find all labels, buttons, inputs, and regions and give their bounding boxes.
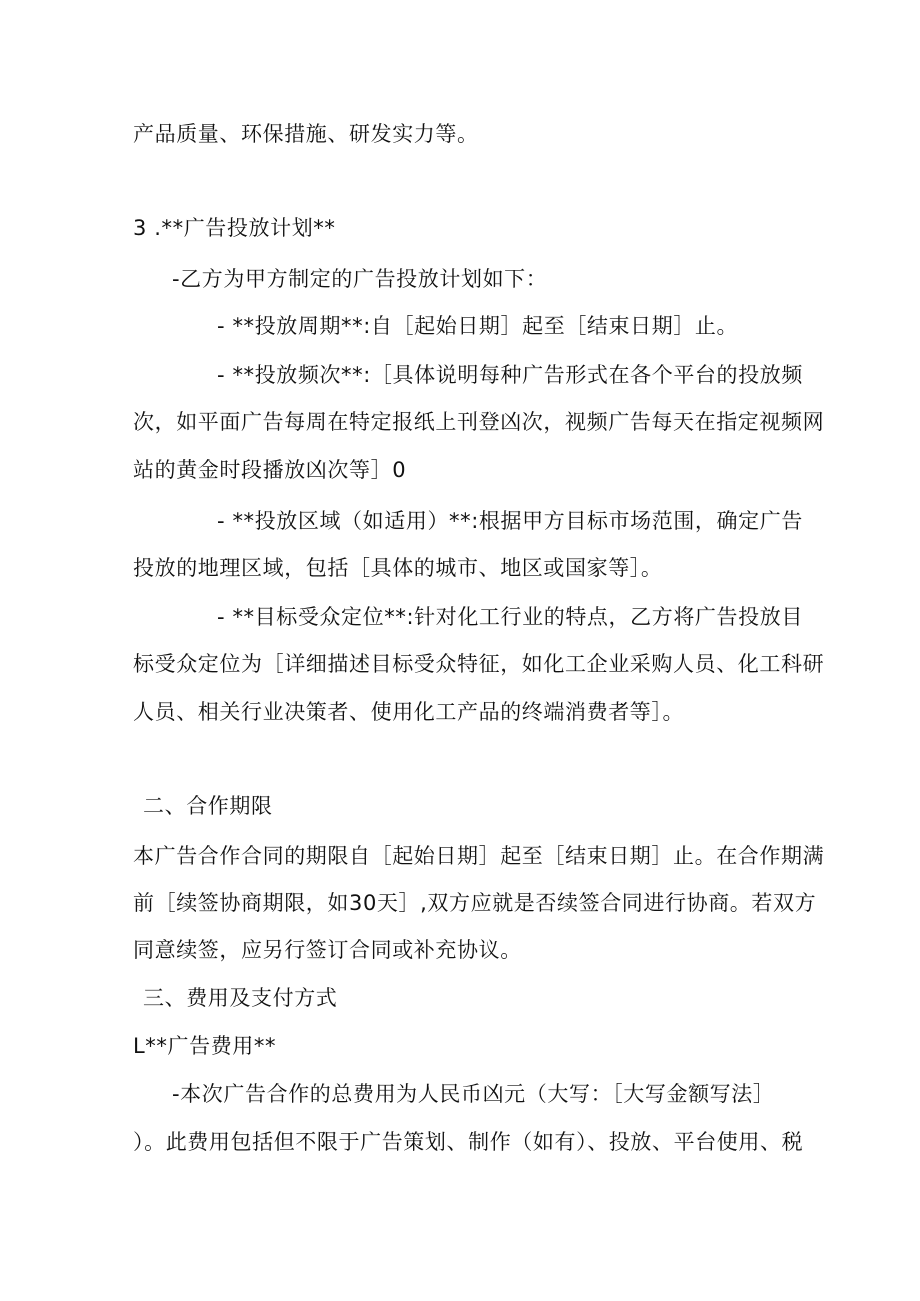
paragraph-line: 人员、相关行业决策者、使用化工产品的终端消费者等］。 xyxy=(133,700,685,724)
paragraph-line: 同意续签，应另行签订合同或补充协议。 xyxy=(133,938,522,962)
paragraph-line: 产品质量、环保措施、研发实力等。 xyxy=(133,122,479,146)
list-item-region: - **投放区域（如适用）**:根据甲方目标市场范围，确定广告 xyxy=(217,509,803,533)
paragraph-line: ）。此费用包括但不限于广告策划、制作（如有）、投放、平台使用、税 xyxy=(133,1130,804,1154)
section-heading-fees: 三、费用及支付方式 xyxy=(143,986,338,1010)
paragraph-line: 次，如平面广告每周在特定报纸上刊登凶次，视频广告每天在指定视频网 xyxy=(133,410,825,434)
paragraph-line: -本次广告合作的总费用为人民币凶元（大写：［大写金额写法］ xyxy=(172,1082,775,1106)
paragraph-line: 投放的地理区域，包括［具体的城市、地区或国家等］。 xyxy=(133,556,663,580)
paragraph-line: 本广告合作合同的期限自［起始日期］起至［结束日期］止。在合作期满 xyxy=(133,844,825,868)
paragraph-line: 前［续签协商期限，如30天］,双方应就是否续签合同进行协商。若双方 xyxy=(133,891,817,915)
subsection-heading-ad-fee: L**广告费用** xyxy=(133,1034,277,1058)
list-item-frequency: - **投放频次**:［具体说明每种广告形式在各个平台的投放频 xyxy=(217,363,803,387)
paragraph-line: 站的黄金时段播放凶次等］0 xyxy=(133,458,407,482)
section-heading-ad-plan: 3 .**广告投放计划** xyxy=(133,216,336,240)
section-heading-term: 二、合作期限 xyxy=(143,794,273,818)
paragraph-line: 标受众定位为［详细描述目标受众特征，如化工企业采购人员、化工科研 xyxy=(133,652,825,676)
list-item-audience: - **目标受众定位**:针对化工行业的特点，乙方将广告投放目 xyxy=(217,605,803,629)
list-item-period: - **投放周期**:自［起始日期］起至［结束日期］止。 xyxy=(217,314,739,338)
paragraph-line: -乙方为甲方制定的广告投放计划如下： xyxy=(172,267,548,291)
